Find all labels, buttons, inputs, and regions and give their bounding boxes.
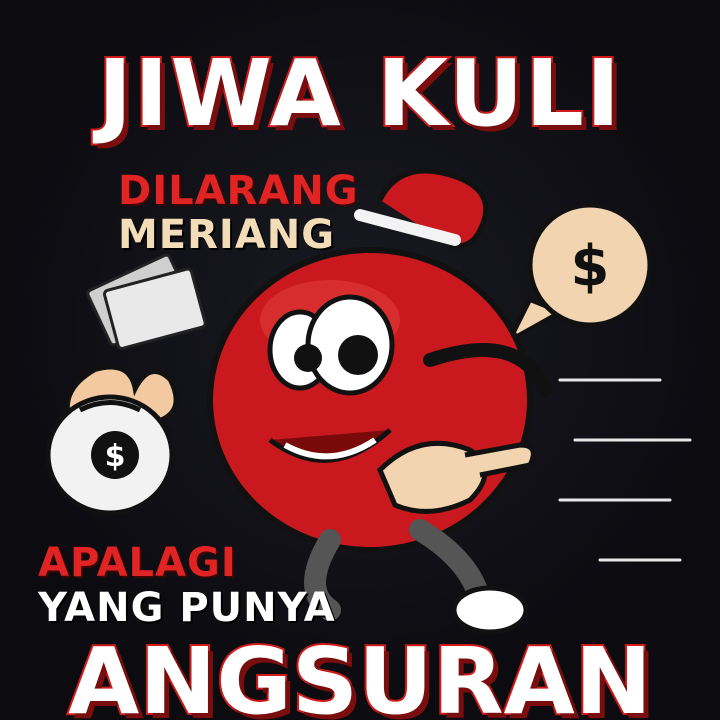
speed-lines: [560, 380, 690, 560]
text-line-dilarang: DILARANG: [118, 168, 359, 214]
cash-stack-icon: [87, 254, 207, 350]
poster-title: JIWA KULI: [97, 40, 623, 147]
poster-bottom-word: ANGSURAN: [68, 628, 652, 720]
text-line-yang-punya: YANG PUNYA: [38, 585, 336, 631]
text-line-meriang: MERIANG: [118, 212, 336, 258]
bag-dollar-sign: $: [104, 439, 126, 474]
text-line-apalagi: APALAGI: [38, 540, 237, 586]
bubble-dollar-sign: $: [570, 234, 610, 299]
